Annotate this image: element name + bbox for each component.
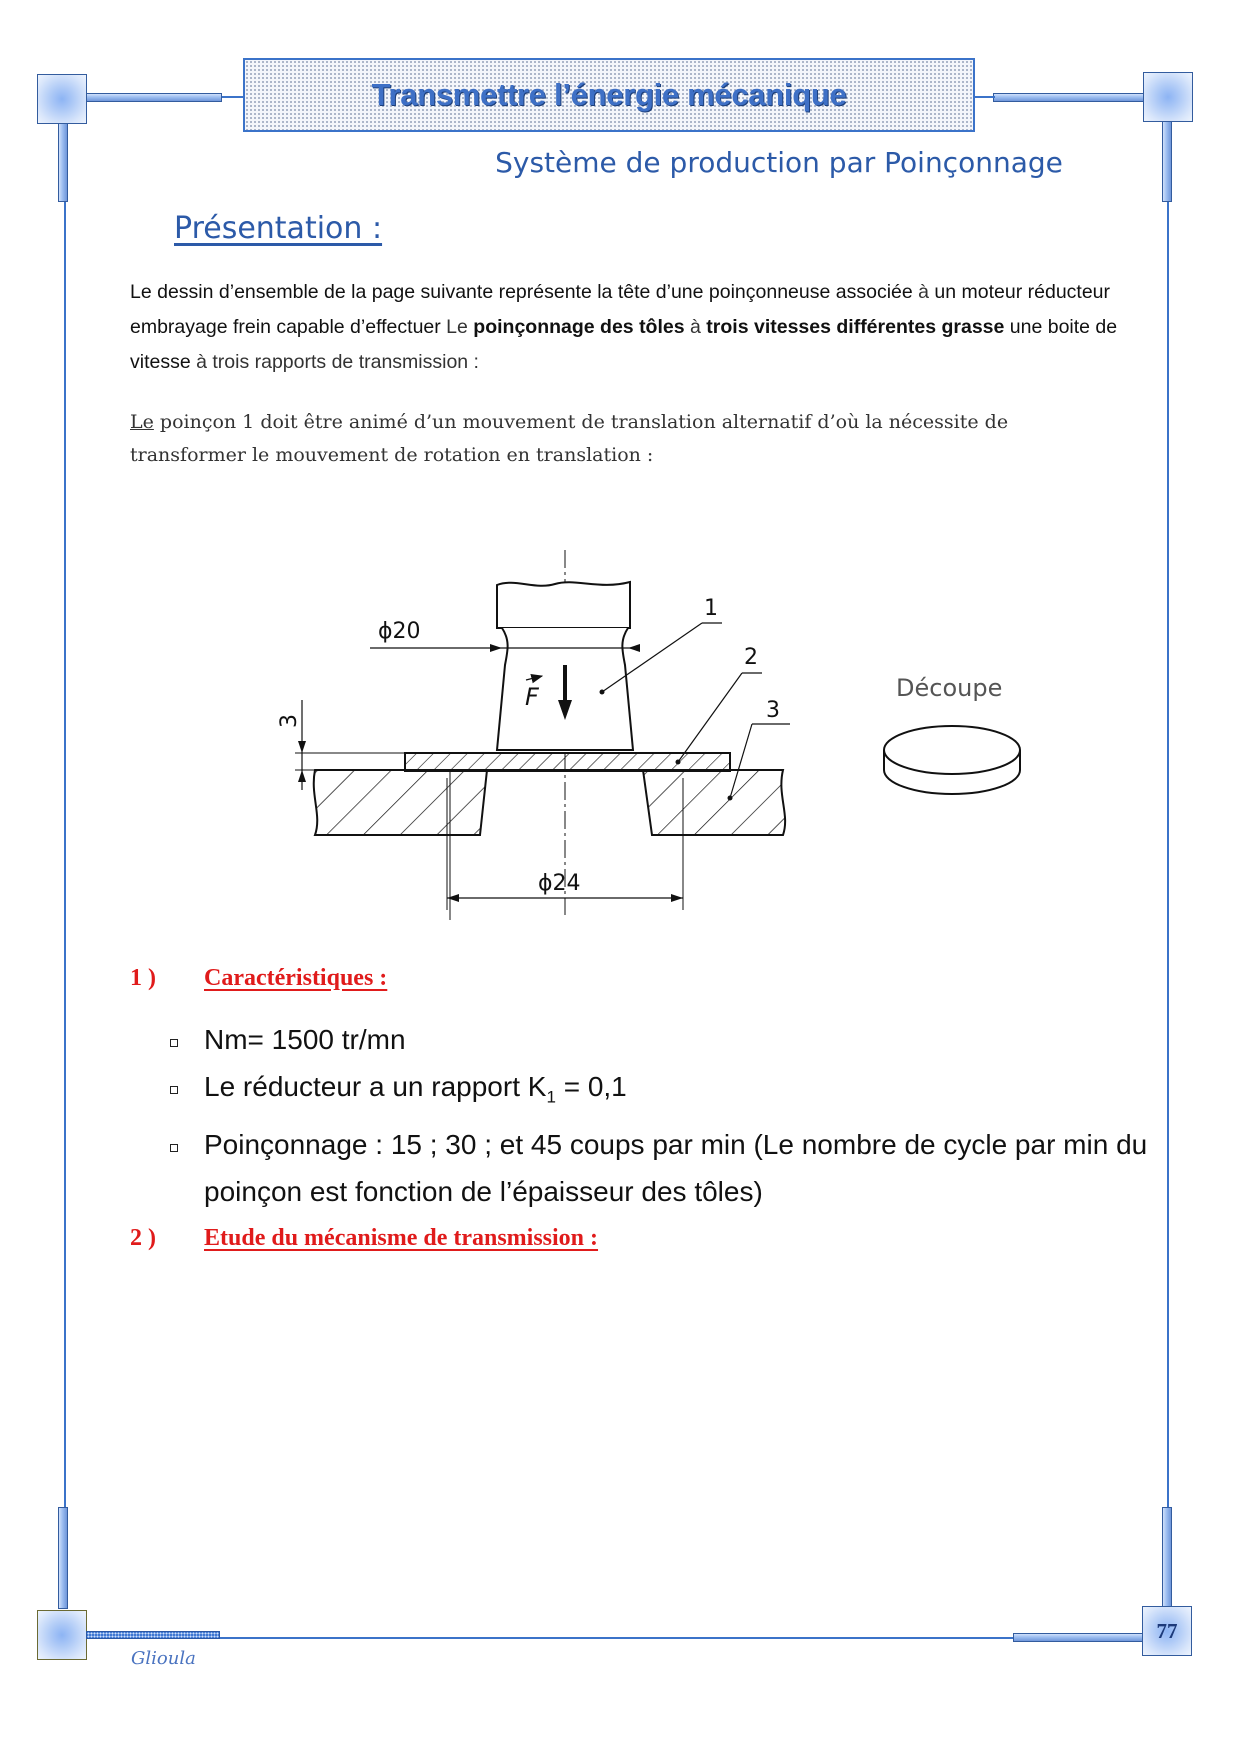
frame-connector (975, 96, 995, 98)
page-title: Transmettre l’énergie mécanique (371, 77, 847, 112)
dim-top-label: ϕ20 (378, 619, 421, 644)
text-run: à (918, 281, 929, 303)
author-signature: Glioula (131, 1648, 196, 1669)
bold-run: poinçonnage des tôles (473, 316, 685, 338)
list-item (170, 1063, 1150, 1121)
heading-number: 2 ) (130, 1225, 156, 1251)
cut-disc-drawing (870, 670, 1050, 810)
sheet-part (405, 753, 730, 771)
heading-title: Caractéristiques : (204, 965, 388, 991)
section-title: Présentation : (174, 211, 383, 246)
frame-bar (58, 1507, 68, 1609)
bullet-square-icon (170, 1039, 178, 1047)
text-run: un moteur réducteur embrayage frein capable d’effectuer (130, 281, 1111, 338)
dim-arrow (298, 741, 306, 753)
text-run: Le (130, 411, 154, 433)
disc-top (884, 726, 1020, 774)
bold-run: trois vitesses différentes grasse (706, 316, 1005, 338)
item-text: = 0,1 (555, 1071, 627, 1102)
callout-1: 1 (704, 596, 718, 621)
frame-bar (86, 93, 222, 102)
heading-transmission (130, 1225, 598, 1252)
text-run: Le dessin d’ensemble de la page suivante représente la tête d’une poinçonneuse associée (130, 281, 919, 303)
characteristics-list (170, 1016, 1150, 1215)
punch-head (497, 582, 630, 628)
punch-paragraph (130, 406, 1130, 472)
die-left (314, 770, 487, 835)
text-run: à (690, 316, 701, 338)
leader-line-2 (678, 673, 742, 762)
dim-arrow (447, 894, 459, 902)
page-subtitle (0, 146, 1240, 179)
frame-right-line (1167, 180, 1169, 1510)
dim-arrow (490, 644, 502, 652)
title-banner (243, 58, 975, 132)
frame-bar (993, 93, 1144, 102)
frame-corner-bottom-left (37, 1610, 87, 1660)
bullet-square-icon (170, 1086, 178, 1094)
item-text: Le réducteur a un rapport K (204, 1071, 547, 1102)
list-item (170, 1016, 1150, 1063)
bullet-square-icon (170, 1144, 178, 1152)
dim-side-label: 3 (277, 714, 302, 728)
frame-bar (1162, 1507, 1172, 1607)
frame-bottom-line (220, 1637, 1015, 1639)
intro-paragraph (130, 275, 1120, 380)
heading-characteristics (130, 965, 387, 992)
dim-arrow (298, 770, 306, 782)
cut-label: Découpe (896, 674, 1003, 702)
callout-3: 3 (766, 698, 780, 723)
frame-dotted-bar (86, 1631, 220, 1639)
punch-drawing (277, 540, 830, 920)
text-run: une boite de vitesse (130, 316, 1118, 373)
dim-bottom-label: ϕ24 (538, 871, 581, 896)
heading-number: 1 ) (130, 965, 156, 991)
text-run: à trois rapports de transmission : (196, 351, 479, 373)
item-text: Poinçonnage : 15 ; 30 ; et 45 coups par min (Le nombre de cycle par min du poinçon est fonction de l’épaisseur des tôles) (204, 1128, 1148, 1207)
heading-title: Etude du mécanisme de transmission : (204, 1225, 599, 1251)
item-text: Nm= 1500 tr/mn (204, 1024, 406, 1055)
frame-corner-top-left (37, 74, 87, 124)
frame-left-line (64, 180, 66, 1510)
item-subscript: 1 (546, 1087, 556, 1107)
frame-bar (1013, 1633, 1143, 1642)
force-label: F (525, 683, 539, 711)
page-number: 77 (1156, 1618, 1178, 1643)
frame-connector (222, 96, 244, 98)
frame-corner-top-right (1143, 72, 1193, 122)
callout-2: 2 (744, 645, 758, 670)
subtitle-text: Système de production par Poinçonnage (495, 146, 1063, 179)
text-run: Le (446, 316, 468, 338)
text-run: poinçon 1 doit être animé d’un mouvement de translation alternatif d’où la nécessite de transformer le mouvement de rotation en translation : (130, 411, 1009, 466)
list-item (170, 1121, 1150, 1215)
die-right (643, 770, 785, 835)
dim-arrow (671, 894, 683, 902)
dim-arrow (628, 644, 640, 652)
